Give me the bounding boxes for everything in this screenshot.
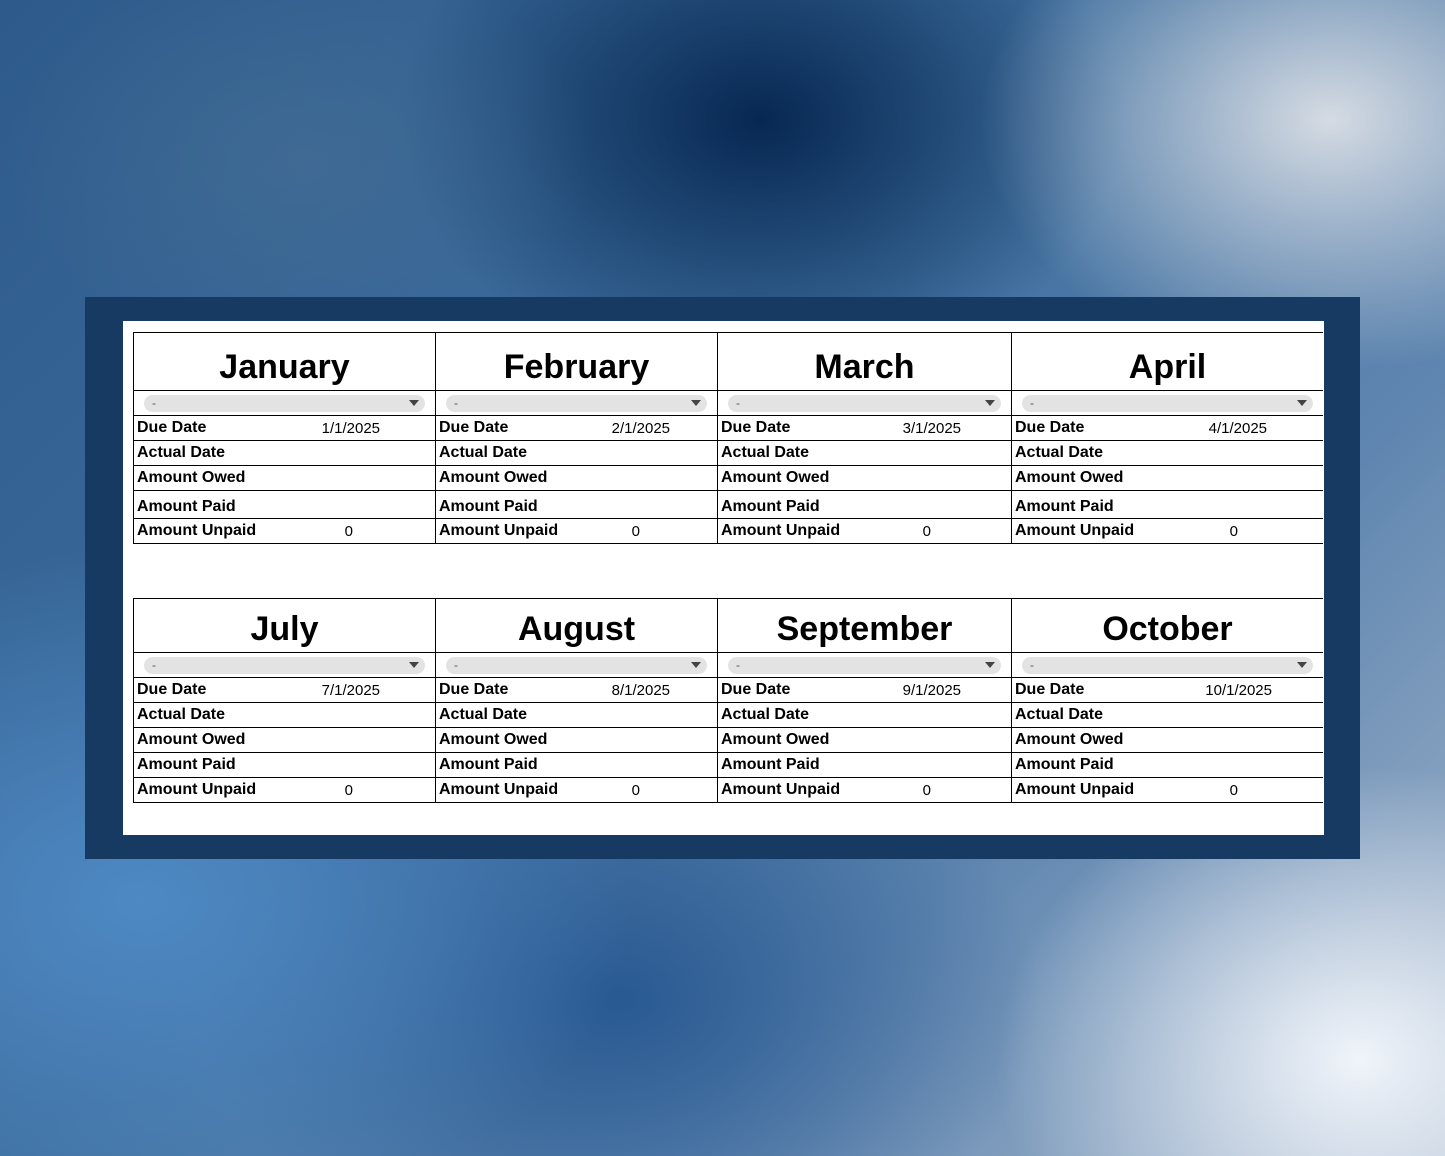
amount-paid-label: Amount Paid	[721, 498, 820, 515]
amount-unpaid-label: Amount Unpaid	[1015, 522, 1135, 539]
amount-owed-row	[1012, 728, 1323, 753]
amount-owed-row	[718, 728, 1011, 753]
month-row-2	[133, 598, 1323, 803]
amount-paid-row	[1012, 491, 1323, 519]
actual-date-row	[134, 703, 435, 728]
amount-paid-row	[1012, 753, 1323, 778]
due-date-value[interactable]: 7/1/2025	[321, 681, 380, 699]
amount-unpaid-row	[718, 778, 1011, 803]
due-date-row	[436, 416, 717, 441]
month-card	[435, 332, 717, 544]
dropdown-value: -	[1030, 658, 1034, 672]
month-card	[435, 598, 717, 803]
chevron-down-icon	[1297, 662, 1307, 668]
dropdown-value: -	[1030, 396, 1034, 410]
amount-paid-label: Amount Paid	[1015, 498, 1114, 515]
status-dropdown-row	[134, 391, 435, 416]
amount-unpaid-label: Amount Unpaid	[1015, 781, 1135, 798]
dropdown-value: -	[152, 658, 156, 672]
actual-date-label: Actual Date	[721, 706, 810, 723]
month-card	[1011, 332, 1323, 544]
amount-owed-label: Amount Owed	[721, 731, 830, 748]
due-date-row	[1012, 416, 1323, 441]
month-card	[717, 332, 1011, 544]
status-dropdown[interactable]	[728, 395, 1001, 412]
month-title: October	[1012, 599, 1323, 653]
month-card	[133, 598, 435, 803]
amount-paid-label: Amount Paid	[439, 756, 538, 773]
amount-owed-row	[436, 466, 717, 491]
chevron-down-icon	[409, 400, 419, 406]
amount-owed-row	[718, 466, 1011, 491]
amount-unpaid-row	[1012, 519, 1323, 544]
amount-paid-row	[436, 491, 717, 519]
actual-date-label: Actual Date	[1015, 444, 1104, 461]
amount-unpaid-value: 0	[1229, 522, 1238, 540]
month-title: April	[1012, 333, 1323, 391]
amount-owed-label: Amount Owed	[137, 469, 246, 486]
dropdown-value: -	[454, 396, 458, 410]
due-date-label: Due Date	[721, 419, 791, 436]
month-card	[717, 598, 1011, 803]
status-dropdown[interactable]	[144, 395, 425, 412]
chevron-down-icon	[985, 662, 995, 668]
due-date-label: Due Date	[721, 681, 791, 698]
status-dropdown-row	[1012, 653, 1323, 678]
amount-unpaid-value: 0	[344, 522, 353, 540]
amount-unpaid-value: 0	[922, 522, 931, 540]
due-date-label: Due Date	[439, 419, 509, 436]
status-dropdown-row	[134, 653, 435, 678]
month-title: March	[718, 333, 1011, 391]
amount-paid-label: Amount Paid	[137, 498, 236, 515]
status-dropdown[interactable]	[446, 395, 707, 412]
due-date-label: Due Date	[1015, 681, 1085, 698]
amount-paid-row	[134, 753, 435, 778]
amount-owed-label: Amount Owed	[721, 469, 830, 486]
amount-paid-label: Amount Paid	[1015, 756, 1114, 773]
due-date-row	[1012, 678, 1323, 703]
dropdown-value: -	[736, 396, 740, 410]
actual-date-row	[718, 703, 1011, 728]
status-dropdown-row	[1012, 391, 1323, 416]
amount-paid-label: Amount Paid	[721, 756, 820, 773]
amount-owed-row	[134, 466, 435, 491]
amount-unpaid-label: Amount Unpaid	[137, 522, 257, 539]
amount-unpaid-label: Amount Unpaid	[439, 781, 559, 798]
amount-paid-row	[718, 491, 1011, 519]
status-dropdown[interactable]	[728, 657, 1001, 674]
amount-owed-row	[134, 728, 435, 753]
actual-date-label: Actual Date	[137, 444, 226, 461]
due-date-label: Due Date	[439, 681, 509, 698]
amount-unpaid-label: Amount Unpaid	[721, 522, 841, 539]
status-dropdown-row	[436, 391, 717, 416]
amount-unpaid-row	[718, 519, 1011, 544]
month-title: September	[718, 599, 1011, 653]
sheet-frame	[85, 297, 1360, 859]
amount-owed-label: Amount Owed	[439, 731, 548, 748]
actual-date-row	[718, 441, 1011, 466]
actual-date-row	[436, 703, 717, 728]
actual-date-row	[436, 441, 717, 466]
status-dropdown-row	[436, 653, 717, 678]
due-date-value[interactable]: 1/1/2025	[321, 419, 380, 437]
actual-date-label: Actual Date	[439, 444, 528, 461]
due-date-row	[436, 678, 717, 703]
amount-owed-label: Amount Owed	[1015, 469, 1124, 486]
actual-date-row	[1012, 703, 1323, 728]
month-card	[1011, 598, 1323, 803]
due-date-label: Due Date	[137, 419, 207, 436]
amount-unpaid-row	[134, 519, 435, 544]
due-date-value[interactable]: 10/1/2025	[1205, 681, 1272, 699]
amount-unpaid-label: Amount Unpaid	[439, 522, 559, 539]
amount-paid-label: Amount Paid	[137, 756, 236, 773]
due-date-value[interactable]: 8/1/2025	[611, 681, 670, 699]
amount-unpaid-value: 0	[631, 522, 640, 540]
due-date-value[interactable]: 9/1/2025	[902, 681, 961, 699]
actual-date-label: Actual Date	[137, 706, 226, 723]
actual-date-row	[134, 441, 435, 466]
amount-paid-label: Amount Paid	[439, 498, 538, 515]
amount-owed-row	[1012, 466, 1323, 491]
chevron-down-icon	[409, 662, 419, 668]
amount-owed-label: Amount Owed	[137, 731, 246, 748]
actual-date-label: Actual Date	[1015, 706, 1104, 723]
amount-paid-row	[436, 753, 717, 778]
amount-unpaid-value: 0	[1229, 781, 1238, 799]
status-dropdown[interactable]	[144, 657, 425, 674]
chevron-down-icon	[691, 400, 701, 406]
dropdown-value: -	[454, 658, 458, 672]
status-dropdown-row	[718, 391, 1011, 416]
amount-unpaid-label: Amount Unpaid	[137, 781, 257, 798]
status-dropdown-row	[718, 653, 1011, 678]
amount-paid-row	[718, 753, 1011, 778]
month-title: August	[436, 599, 717, 653]
month-row-1	[133, 332, 1323, 544]
amount-unpaid-value: 0	[344, 781, 353, 799]
actual-date-label: Actual Date	[721, 444, 810, 461]
due-date-row	[718, 678, 1011, 703]
amount-unpaid-row	[436, 519, 717, 544]
amount-unpaid-row	[436, 778, 717, 803]
amount-unpaid-label: Amount Unpaid	[721, 781, 841, 798]
amount-paid-row	[134, 491, 435, 519]
month-title: July	[134, 599, 435, 653]
amount-unpaid-value: 0	[631, 781, 640, 799]
month-title: January	[134, 333, 435, 391]
due-date-value[interactable]: 3/1/2025	[902, 419, 961, 437]
due-date-row	[134, 678, 435, 703]
chevron-down-icon	[691, 662, 701, 668]
actual-date-row	[1012, 441, 1323, 466]
amount-unpaid-value: 0	[922, 781, 931, 799]
due-date-label: Due Date	[1015, 419, 1085, 436]
dropdown-value: -	[152, 396, 156, 410]
actual-date-label: Actual Date	[439, 706, 528, 723]
chevron-down-icon	[985, 400, 995, 406]
amount-unpaid-row	[134, 778, 435, 803]
status-dropdown[interactable]	[446, 657, 707, 674]
due-date-row	[134, 416, 435, 441]
amount-unpaid-row	[1012, 778, 1323, 803]
month-card	[133, 332, 435, 544]
month-title: February	[436, 333, 717, 391]
tracker-sheet	[123, 321, 1324, 835]
due-date-value[interactable]: 4/1/2025	[1208, 419, 1267, 437]
due-date-label: Due Date	[137, 681, 207, 698]
dropdown-value: -	[736, 658, 740, 672]
due-date-value[interactable]: 2/1/2025	[611, 419, 670, 437]
due-date-row	[718, 416, 1011, 441]
amount-owed-label: Amount Owed	[439, 469, 548, 486]
amount-owed-row	[436, 728, 717, 753]
status-dropdown[interactable]	[1022, 395, 1313, 412]
status-dropdown[interactable]	[1022, 657, 1313, 674]
chevron-down-icon	[1297, 400, 1307, 406]
amount-owed-label: Amount Owed	[1015, 731, 1124, 748]
